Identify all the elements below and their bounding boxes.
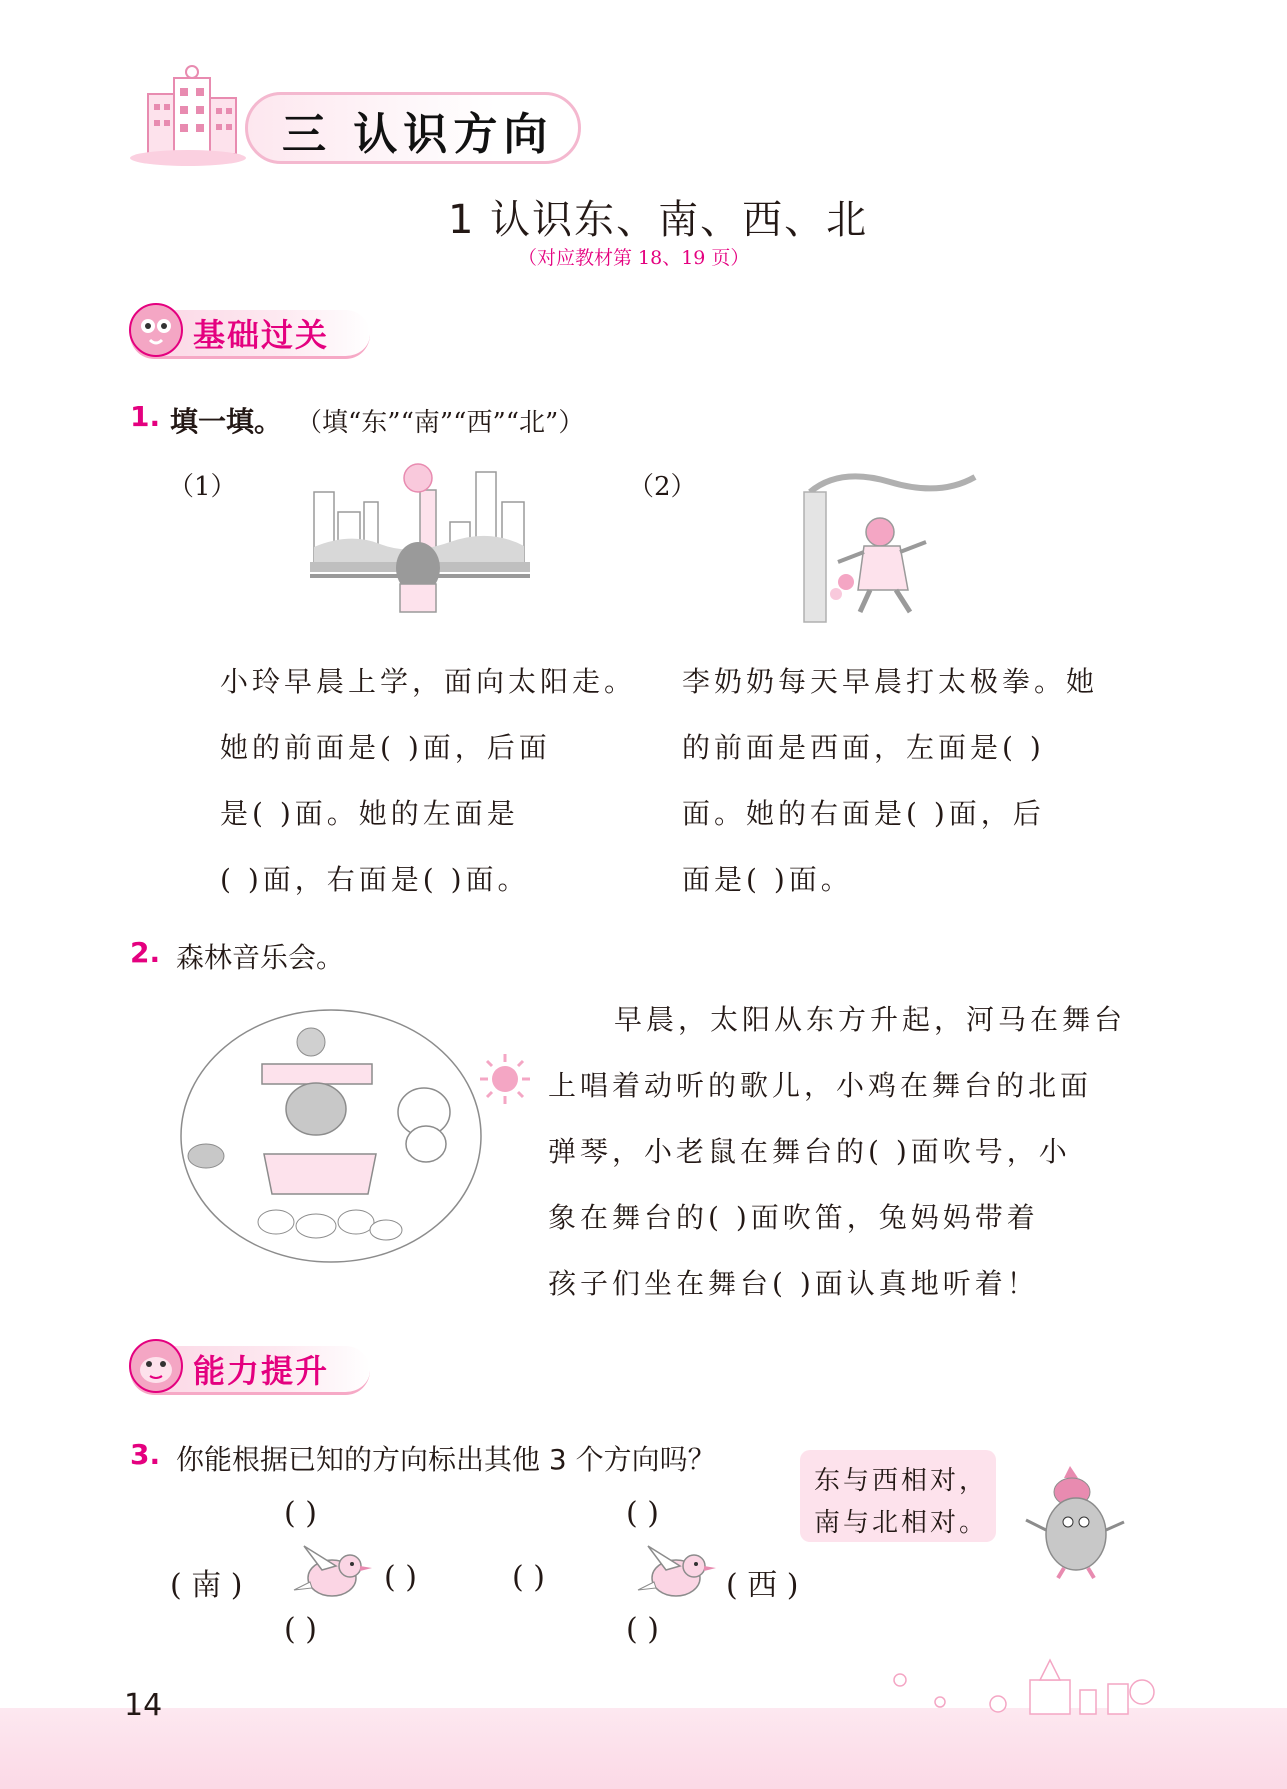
compass2-right-label: ( 西 ) (726, 1568, 799, 1603)
q1-part1-line: 小玲早晨上学，面向太阳走。 (220, 665, 637, 698)
q2-number: 2. (130, 936, 161, 969)
q3-number: 3. (130, 1438, 161, 1471)
compass1-right-blank[interactable]: ( ) (384, 1560, 417, 1595)
footer-band (0, 1708, 1287, 1789)
grandma-taichi-illustration (800, 462, 980, 622)
sun-icon (478, 1052, 532, 1106)
q1-hint: （填“东”“南”“西”“北”） (296, 408, 585, 438)
section-title: 1 认识东、南、西、北 (448, 197, 869, 243)
castle-decoration-icon (880, 1650, 1170, 1716)
tip-line: 东与西相对， (814, 1466, 989, 1496)
q1-part1-line: 是( )面。她的左面是 (220, 797, 519, 830)
eggplant-mascot-icon (1020, 1460, 1130, 1580)
grandma-icon (866, 518, 894, 546)
q2-line: 弹琴，小老鼠在舞台的( )面吹号，小 (548, 1135, 1071, 1168)
q1-part1-line: ( )面，右面是( )面。 (220, 863, 530, 896)
page-number: 14 (124, 1688, 163, 1723)
school-building-icon (128, 64, 258, 168)
city-girl-illustration (310, 462, 530, 612)
chapter-title: 三 认识方向 (282, 109, 554, 160)
q2-line: 象在舞台的( )面吹笛，兔妈妈带着 (548, 1201, 1039, 1234)
forest-concert-illustration (176, 1004, 486, 1268)
q2-line: 早晨，太阳从东方升起，河马在舞台 (614, 1003, 1127, 1036)
sun-icon (404, 464, 432, 492)
compass2-left-blank[interactable]: ( ) (512, 1560, 545, 1595)
compass2-bottom-blank[interactable]: ( ) (626, 1612, 659, 1647)
q2-line: 孩子们坐在舞台( )面认真地听着！ (548, 1267, 1039, 1300)
bird-icon (292, 1538, 376, 1608)
q1-part1-line: 她的前面是( )面，后面 (220, 731, 551, 764)
tip-line: 南与北相对。 (814, 1508, 989, 1538)
compass1-top-blank[interactable]: ( ) (284, 1496, 317, 1531)
q1-prompt: 填一填。 (170, 405, 283, 438)
q1-number: 1. (130, 400, 161, 433)
section-reference: （对应教材第 18、19 页） (518, 247, 750, 269)
q1-part1-label: （1） (168, 472, 237, 502)
q2-line: 上唱着动听的歌儿，小鸡在舞台的北面 (548, 1069, 1093, 1102)
q1-part2-line: 面。她的右面是( )面，后 (682, 797, 1045, 830)
basic-section-title: 基础过关 (193, 316, 330, 354)
q2-prompt: 森林音乐会。 (176, 941, 345, 974)
q1-part2-line: 面是( )面。 (682, 863, 853, 896)
compass1-bottom-blank[interactable]: ( ) (284, 1612, 317, 1647)
owl-mascot-icon (128, 302, 184, 358)
compass1-left-label: ( 南 ) (170, 1568, 243, 1603)
q3-prompt: 你能根据已知的方向标出其他 3 个方向吗？ (176, 1443, 716, 1476)
q1-part2-label: （2） (628, 472, 697, 502)
q1-part2-line: 李奶奶每天早晨打太极拳。她 (682, 665, 1099, 698)
compass2-top-blank[interactable]: ( ) (626, 1496, 659, 1531)
monkey-mascot-icon (128, 1338, 184, 1394)
advanced-section-title: 能力提升 (193, 1352, 330, 1390)
q1-part2-line: 的前面是西面，左面是( ) (682, 731, 1045, 764)
bird-icon (636, 1538, 720, 1608)
